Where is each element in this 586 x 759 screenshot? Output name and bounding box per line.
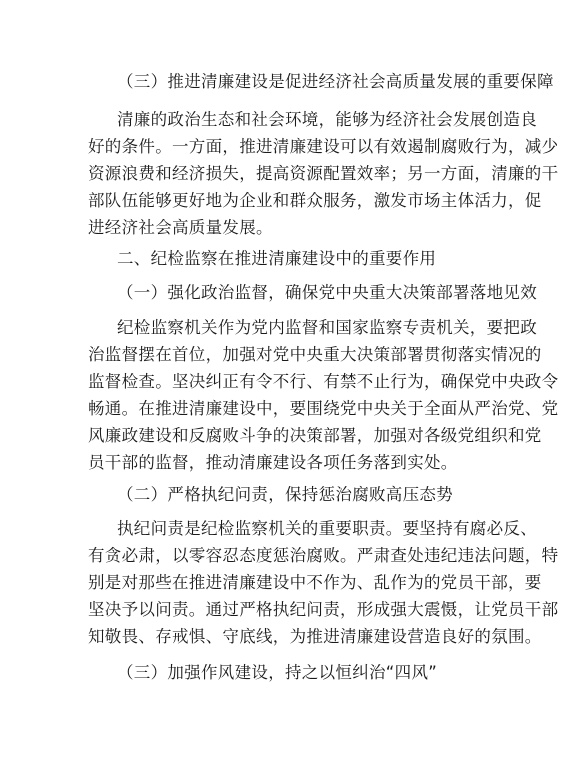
paragraph-line: 畅通。在推进清廉建设中，要围绕党中央关于全面从严治党、党 [88, 399, 559, 418]
paragraph-line: 员干部的监督，推动清廉建设各项任务落到实处。 [88, 453, 458, 472]
paragraph-line: 执纪问责是纪检监察机关的重要职责。要坚持有腐必反、 [117, 519, 537, 538]
paragraph-line: 治监督摆在首位，加强对党中央重大决策部署贯彻落实情况的 [88, 345, 542, 364]
paragraph-line: 知敬畏、存戒惧、守底线，为推进清廉建设营造良好的氛围。 [88, 627, 542, 646]
paragraph-line: 别是对那些在推进清廉建设中不作为、乱作为的党员干部，要 [88, 573, 542, 592]
paragraph-line: 坚决予以问责。通过严格执纪问责，形成强大震慑，让党员干部 [88, 600, 559, 619]
subsection-heading-1: （一）强化政治监督，确保党中央重大决策部署落地见效 [117, 283, 537, 302]
paragraph-line: 资源浪费和经济损失，提高资源配置效率；另一方面，清廉的干 [88, 164, 559, 183]
paragraph-line: 清廉的政治生态和社会环境，能够为经济社会发展创造良 [117, 110, 537, 129]
paragraph-line: 纪检监察机关作为党内监督和国家监察专责机关，要把政 [117, 318, 537, 337]
paragraph-line: 有贪必肃，以零容忍态度惩治腐败。严肃查处违纪违法问题，特 [88, 546, 559, 565]
paragraph-line: 进经济社会高质量发展。 [88, 218, 273, 237]
subsection-heading-2: （二）严格执纪问责，保持惩治腐败高压态势 [117, 485, 453, 504]
part-heading-2: 二、纪检监察在推进清廉建设中的重要作用 [117, 249, 437, 268]
paragraph-line: 风廉政建设和反腐败斗争的决策部署，加强对各级党组织和党 [88, 426, 542, 445]
paragraph-line: 好的条件。一方面，推进清廉建设可以有效遏制腐败行为，减少 [88, 137, 559, 156]
paragraph-line: 监督检查。坚决纠正有令不行、有禁不止行为，确保党中央政令 [88, 372, 559, 391]
section-heading-3: （三）推进清廉建设是促进经济社会高质量发展的重要保障 [117, 72, 554, 91]
subsection-heading-3: （三）加强作风建设，持之以恒纠治“四风” [117, 663, 438, 682]
paragraph-line: 部队伍能够更好地为企业和群众服务，激发市场主体活力，促 [88, 191, 542, 210]
